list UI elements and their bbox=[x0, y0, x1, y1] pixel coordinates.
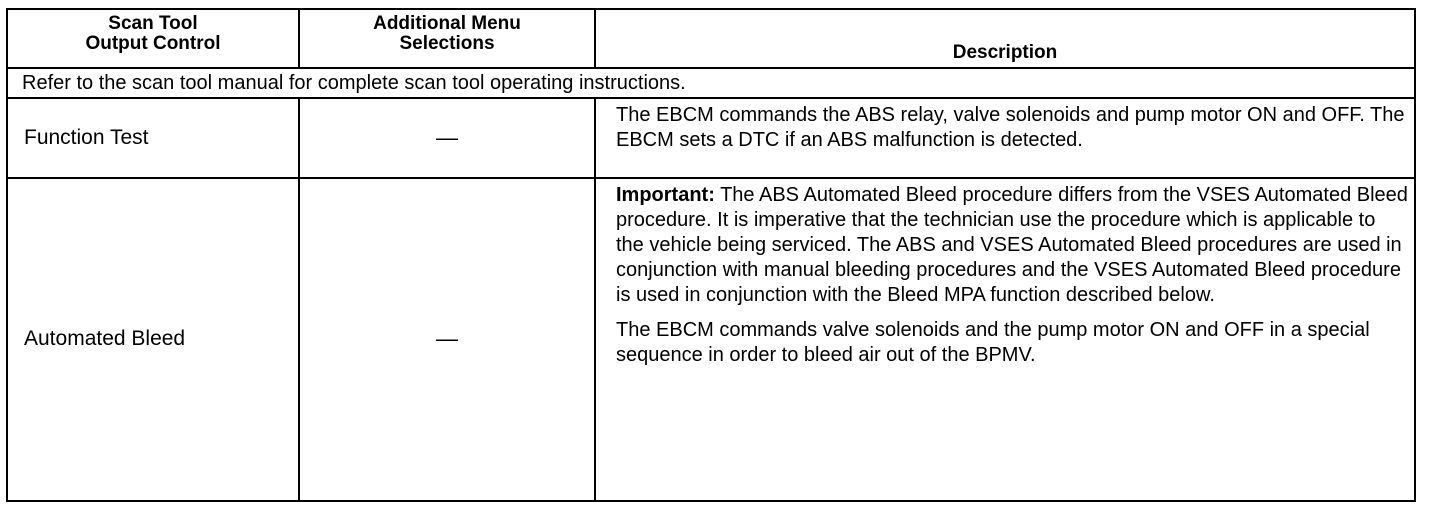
header-additional-menu-selections bbox=[299, 9, 595, 68]
table-row bbox=[7, 178, 1415, 501]
header-scan-tool-output-control bbox=[7, 9, 299, 68]
output-control-name: Function Test bbox=[7, 98, 299, 177]
table-header-row bbox=[7, 9, 1415, 68]
scan-tool-output-control-table bbox=[6, 8, 1416, 502]
description-text: The EBCM commands valve solenoids and the pump motor ON and OFF in a special sequence in order to bleed air out of the BPMV. bbox=[616, 318, 1370, 366]
header-description: Description bbox=[595, 9, 1415, 68]
header-line: Output Control bbox=[85, 33, 221, 54]
description-cell bbox=[595, 98, 1415, 177]
header-line: Selections bbox=[399, 33, 495, 54]
output-control-name: Automated Bleed bbox=[7, 178, 299, 501]
important-note bbox=[616, 179, 1408, 308]
description-cell bbox=[595, 178, 1415, 501]
description-text: The EBCM commands the ABS relay, valve solenoids and pump motor ON and OFF. The EBCM sets a DTC if an ABS malfunction is detected. bbox=[616, 104, 1405, 152]
header-line: Scan Tool bbox=[108, 13, 198, 34]
important-label: Important: bbox=[616, 183, 715, 206]
header-line: Additional Menu bbox=[373, 13, 521, 34]
scan-tool-manual-note: Refer to the scan tool manual for complete scan tool operating instructions. bbox=[7, 68, 1415, 98]
table-note-row bbox=[7, 68, 1415, 98]
important-text: The ABS Automated Bleed procedure differs from the VSES Automated Bleed procedure. It is imperative that the technician use the procedure which is applicable to the vehicle being serviced. The ABS and VSES Automated Bleed procedures are used in conjunction with manual bleeding procedures and the VSES Automated Bleed procedure is used in conjunction with the Bleed MPA function described below. bbox=[616, 183, 1408, 306]
menu-selection-value: — bbox=[299, 98, 595, 177]
table-row bbox=[7, 98, 1415, 177]
menu-selection-value: — bbox=[299, 178, 595, 501]
